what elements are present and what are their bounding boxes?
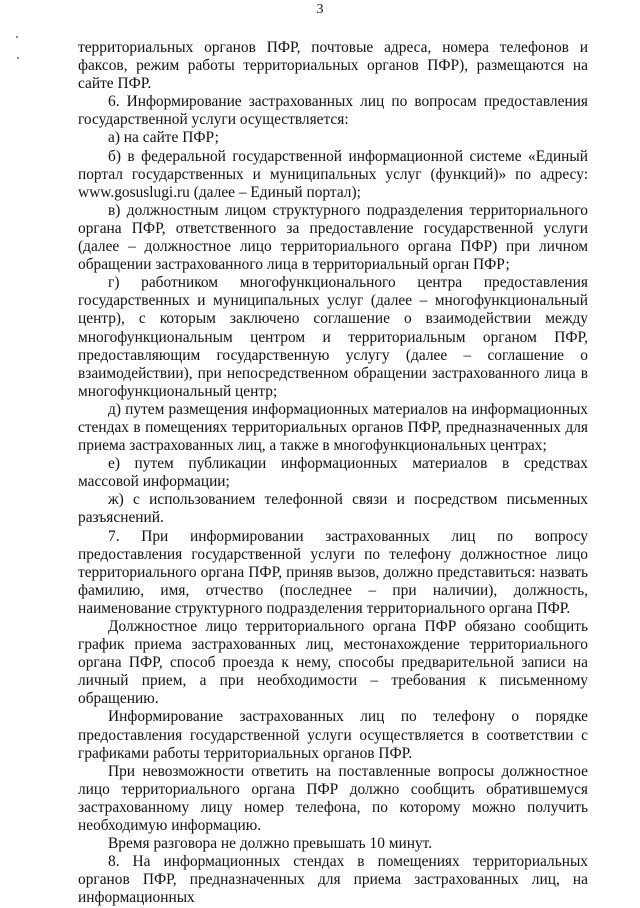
page-number: 3 (316, 2, 324, 17)
paragraph-8: 8. На информационных стендах в помещениях территориальных органов ПФР, предназначенных для приема застрахованных лиц, на информационных (78, 853, 588, 907)
paragraph-6-item-d: д) путем размещения информационных материалов на информационных стендах в помещениях территориальных органов ПФР, предназначенных для приема застрахованных лиц, а также в многофункциональных центрах; (78, 400, 588, 455)
paragraph-6-item-a: а) на сайте ПФР; (108, 129, 219, 147)
paragraph-7-time-limit: Время разговора не должно превышать 10 минут. (108, 835, 433, 853)
paragraph-6-item-e: е) путем публикации информационных материалов в средствах массовой информации; (78, 455, 588, 491)
paragraph-7-official-duty: Должностное лицо территориального органа ПФР обязано сообщить график приема застрахованных лиц, местонахождение территориального органа ПФР, способ проезда к нему, способы предварительной записи на личный прием, а при необходимости – требования к письменному обращению. (78, 618, 588, 708)
paragraph-7-no-answer: При невозможности ответить на поставленные вопросы должностное лицо территориального органа ПФР должно сообщить обратившемуся застрахованному лицу номер телефона, по которому можно получить необходимую информацию. (78, 762, 588, 835)
paragraph-6-intro: 6. Информирование застрахованных лиц по вопросам предоставления государственной услуги осуществляется: (78, 93, 588, 129)
paragraph-6-item-zh: ж) с использованием телефонной связи и посредством письменных разъяснений. (78, 491, 588, 527)
scan-speck (17, 57, 19, 59)
document-body (78, 39, 588, 908)
paragraph-continuation: территориальных органов ПФР, почтовые адреса, номера телефонов и факсов, режим работы территориальных органов ПФР), размещаются на сайте ПФР. (78, 39, 588, 93)
paragraph-6-item-v: в) должностным лицом структурного подразделения территориального органа ПФР, ответственного за предоставление государственной услуги (далее – должностное лицо территориального органа ПФР) при личном обращении застрахованного лица в территориальный орган ПФР; (78, 201, 588, 274)
scan-specks (14, 34, 20, 64)
paragraph-7-phone-schedule: Информирование застрахованных лиц по телефону о порядке предоставления государственной услуги осуществляется в соответствии с графиками работы территориальных органов ПФР. (78, 708, 588, 762)
paragraph-6-item-g: г) работником многофункционального центра предоставления государственных и муниципальных услуг (далее – многофункциональный центр), с которым заключено соглашение о взаимодействии между многофункциональным центром и территориальным органом ПФР, предоставляющим государственную услугу (далее – соглашение о взаимодействии), при непосредственном обращении застрахованного лица в многофункциональный центр; (78, 274, 588, 400)
scan-speck (16, 36, 18, 38)
paragraph-7: 7. При информировании застрахованных лиц по вопросу предоставления государственной услуги по телефону должностное лицо территориального органа ПФР, приняв вызов, должно представиться: назвать фамилию, имя, отчество (последнее – при наличии), должность, наименование структурного подразделения территориального органа ПФР. (78, 527, 588, 617)
paragraph-6-item-b: б) в федеральной государственной информационной системе «Единый портал государственных и муниципальных услуг (функций)» по адресу: www.gosuslugi.ru (далее – Единый портал); (78, 147, 588, 201)
